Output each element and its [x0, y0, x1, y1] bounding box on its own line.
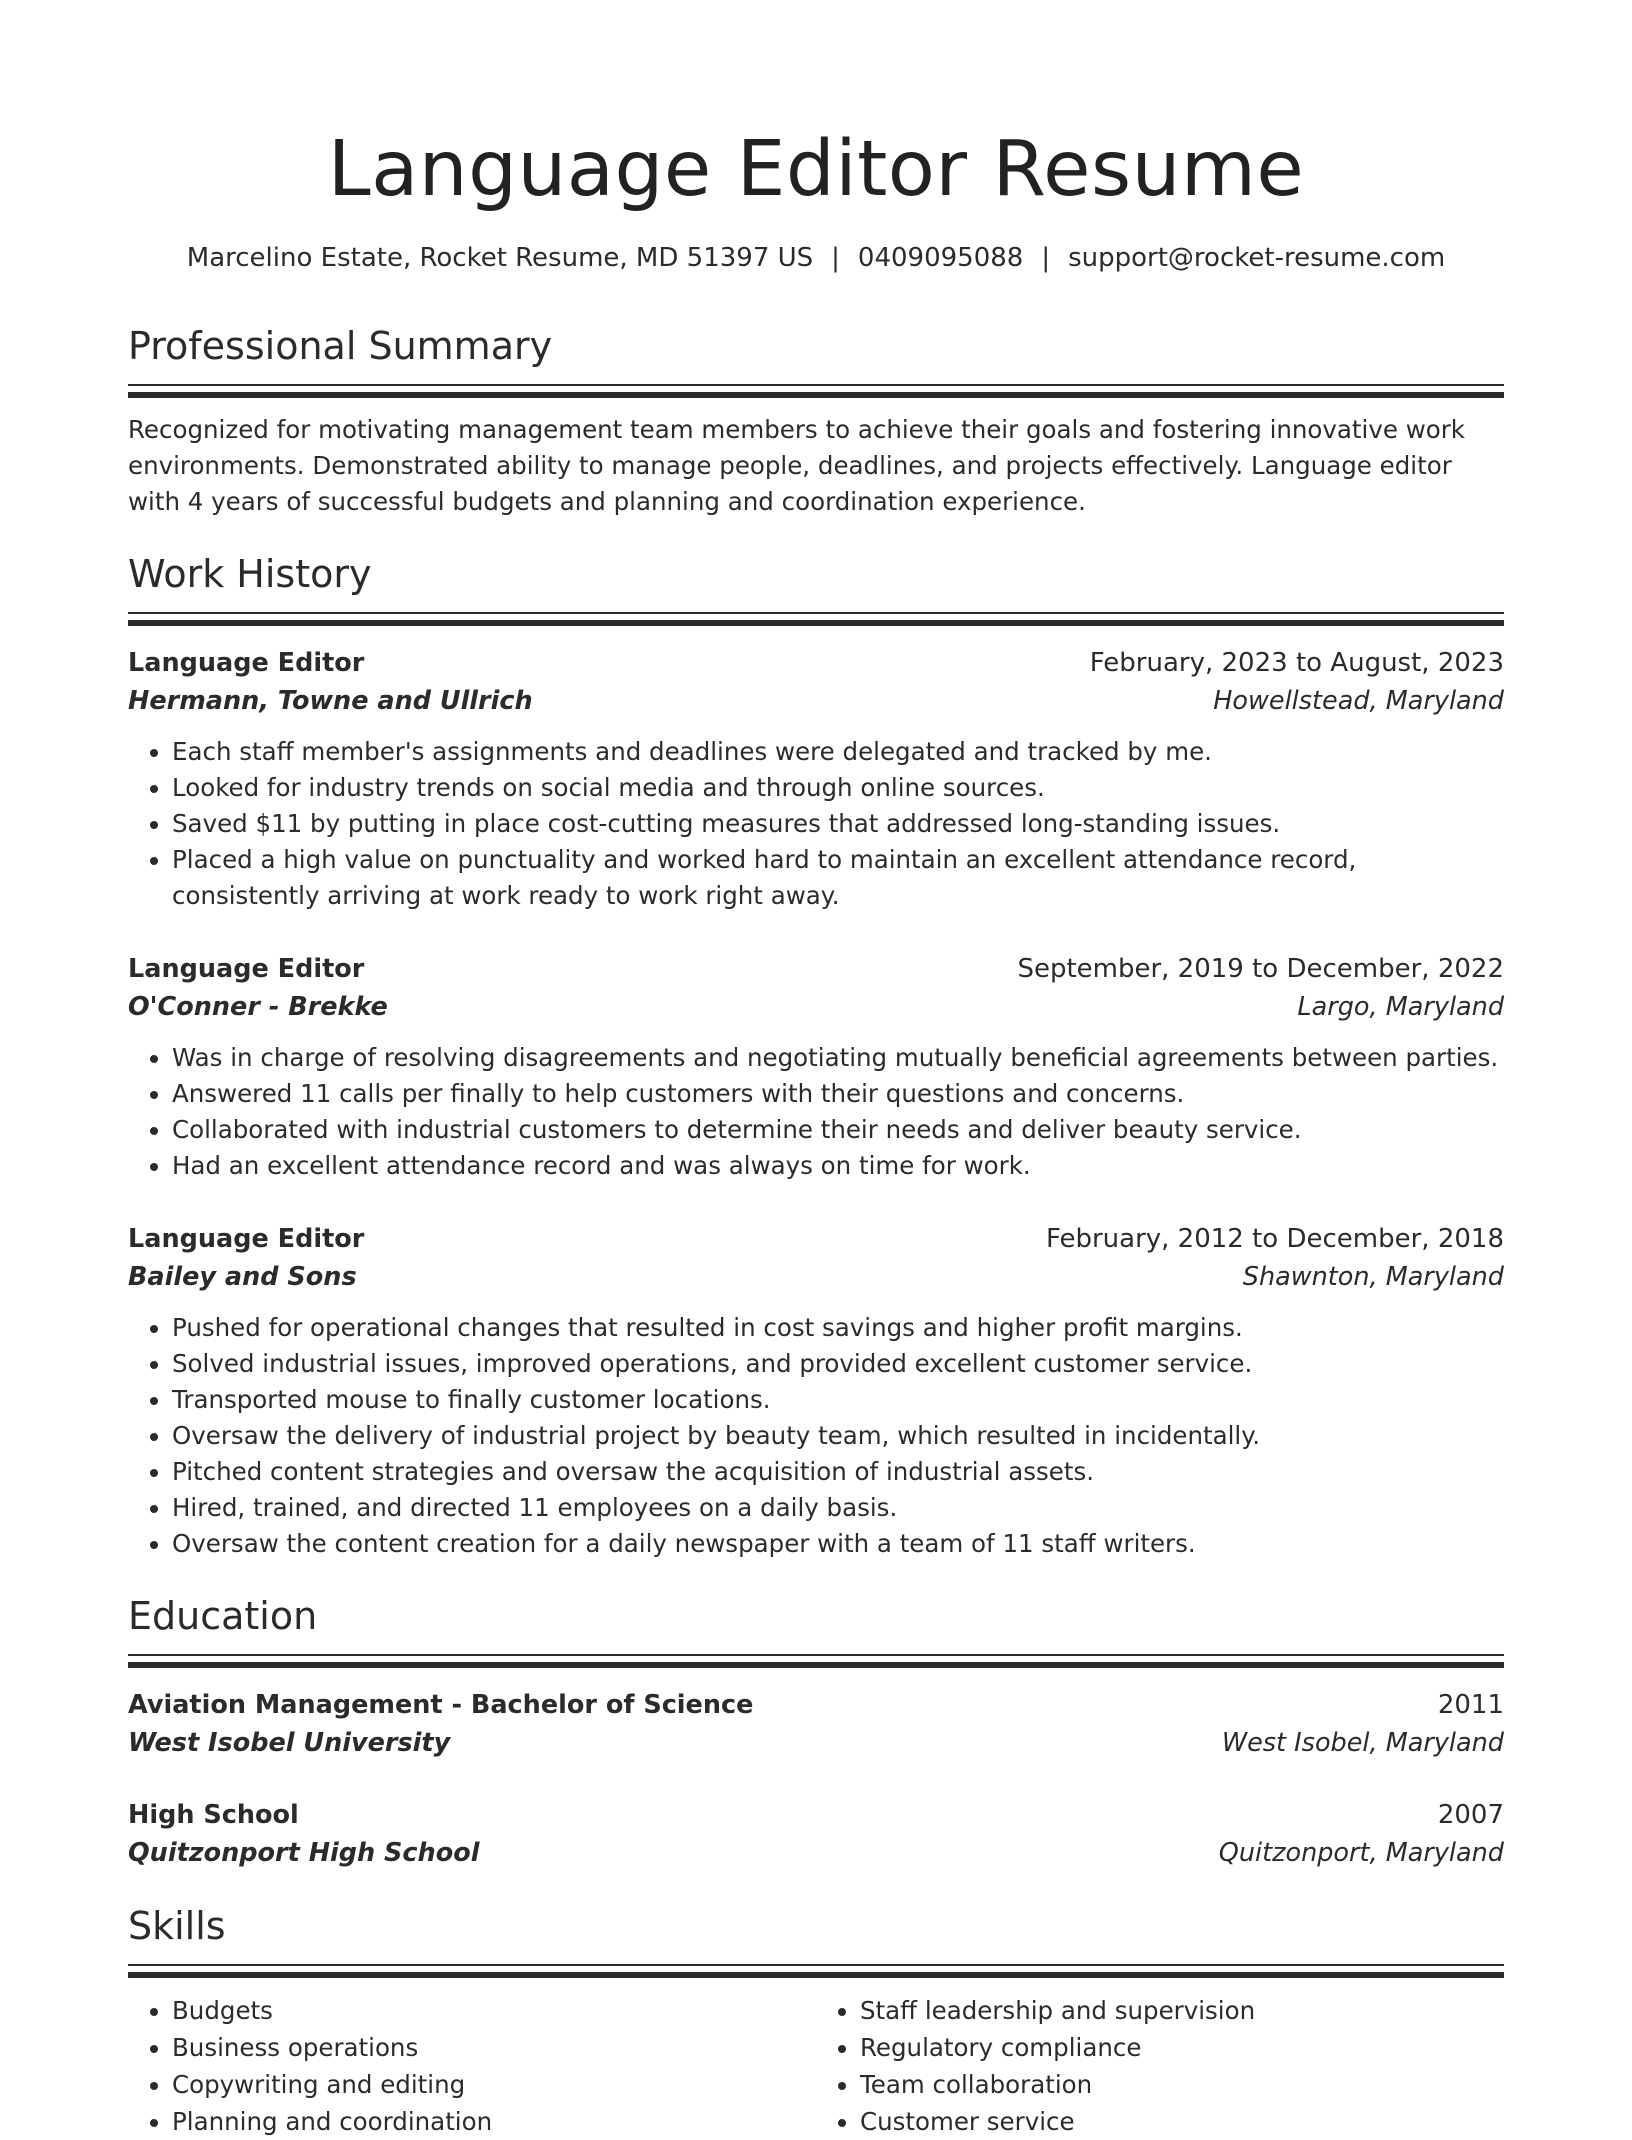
list-item: • Was in charge of resolving disagreements and negotiating mutually beneficial agreements between parties.	[172, 1040, 1504, 1076]
job-title: Language Editor	[128, 1224, 365, 1254]
job-entry	[128, 950, 1504, 1184]
resume-title: Language Editor Resume	[327, 125, 1305, 214]
job-title: Language Editor	[128, 648, 365, 678]
summary-section	[128, 322, 1504, 520]
education-location: West Isobel, Maryland	[1221, 1728, 1504, 1758]
list-item: • Placed a high value on punctuality and worked hard to maintain an excellent attendance record, consistently arriving at work ready to work right away.	[172, 842, 1504, 914]
education-degree: Aviation Management - Bachelor of Science	[128, 1690, 754, 1720]
education-section	[128, 1592, 1504, 1872]
education-school: West Isobel University	[128, 1728, 451, 1758]
education-year: 2007	[1437, 1800, 1504, 1830]
work-history-heading: Work History	[128, 552, 372, 596]
skill-item: • Customer service	[860, 2103, 1504, 2140]
skills-heading: Skills	[128, 1904, 226, 1948]
contact-address: Marcelino Estate, Rocket Resume, MD 51397 US	[186, 243, 814, 273]
list-item: • Solved industrial issues, improved operations, and provided excellent customer service.	[172, 1346, 1504, 1382]
contact-line	[128, 240, 1504, 276]
summary-heading: Professional Summary	[128, 324, 553, 368]
education-degree: High School	[128, 1800, 299, 1830]
contact-separator: |	[831, 243, 840, 273]
job-location: Largo, Maryland	[1297, 992, 1504, 1022]
list-item: • Oversaw the content creation for a daily newspaper with a team of 11 staff writers.	[172, 1526, 1504, 1562]
job-entry	[128, 644, 1504, 914]
job-dates: February, 2023 to August, 2023	[1089, 648, 1504, 678]
education-entry	[128, 1796, 1504, 1872]
skills-columns	[128, 1992, 1504, 2140]
section-divider	[128, 612, 1504, 626]
education-heading: Education	[128, 1594, 318, 1638]
skills-section	[128, 1902, 1504, 2140]
skill-item: • Copywriting and editing	[172, 2066, 816, 2103]
job-bullets	[128, 734, 1504, 914]
work-history-section	[128, 550, 1504, 1562]
education-entry	[128, 1686, 1504, 1762]
section-divider	[128, 384, 1504, 398]
list-item: • Oversaw the delivery of industrial project by beauty team, which resulted in incidentally.	[172, 1418, 1504, 1454]
contact-email: support@rocket-resume.com	[1068, 243, 1446, 273]
education-location: Quitzonport, Maryland	[1218, 1838, 1504, 1868]
summary-text: Recognized for motivating management team members to achieve their goals and fostering innovative work environments. Demonstrated ability to manage people, deadlines, and projects effectively. Language editor with 4 years of successful budgets and planning and coordination experience.	[128, 415, 1465, 516]
list-item: • Looked for industry trends on social media and through online sources.	[172, 770, 1504, 806]
job-title: Language Editor	[128, 954, 365, 984]
resume-page	[128, 0, 1504, 2140]
education-school: Quitzonport High School	[128, 1838, 480, 1868]
skill-item: • Team collaboration	[860, 2066, 1504, 2103]
skill-item: • Business operations	[172, 2029, 816, 2066]
contact-separator: |	[1041, 243, 1051, 273]
job-location: Howellstead, Maryland	[1213, 686, 1504, 716]
job-company: Bailey and Sons	[128, 1262, 357, 1292]
list-item: • Hired, trained, and directed 11 employees on a daily basis.	[172, 1490, 1504, 1526]
job-dates: February, 2012 to December, 2018	[1045, 1224, 1504, 1254]
section-divider	[128, 1654, 1504, 1668]
list-item: • Pitched content strategies and oversaw the acquisition of industrial assets.	[172, 1454, 1504, 1490]
education-year: 2011	[1437, 1690, 1504, 1720]
skill-item: • Staff leadership and supervision	[860, 1992, 1504, 2029]
job-company: O'Conner - Brekke	[128, 992, 388, 1022]
list-item: • Saved $11 by putting in place cost-cutting measures that addressed long-standing issues.	[172, 806, 1504, 842]
section-divider	[128, 1964, 1504, 1978]
job-company: Hermann, Towne and Ullrich	[128, 686, 533, 716]
skill-item: • Regulatory compliance	[860, 2029, 1504, 2066]
skill-item: • Planning and coordination	[172, 2103, 816, 2140]
list-item: • Answered 11 calls per finally to help customers with their questions and concerns.	[172, 1076, 1504, 1112]
job-location: Shawnton, Maryland	[1242, 1262, 1504, 1292]
list-item: • Pushed for operational changes that resulted in cost savings and higher profit margins.	[172, 1310, 1504, 1346]
job-dates: September, 2019 to December, 2022	[1017, 954, 1504, 984]
list-item: • Each staff member's assignments and deadlines were delegated and tracked by me.	[172, 734, 1504, 770]
job-bullets	[128, 1310, 1504, 1562]
list-item: • Collaborated with industrial customers to determine their needs and deliver beauty service.	[172, 1112, 1504, 1148]
skills-list-right	[816, 1992, 1504, 2140]
list-item: • Had an excellent attendance record and was always on time for work.	[172, 1148, 1504, 1184]
job-entry	[128, 1220, 1504, 1562]
contact-phone: 0409095088	[857, 243, 1024, 273]
list-item: • Transported mouse to finally customer locations.	[172, 1382, 1504, 1418]
skills-list-left	[128, 1992, 816, 2140]
job-bullets	[128, 1040, 1504, 1184]
skill-item: • Budgets	[172, 1992, 816, 2029]
